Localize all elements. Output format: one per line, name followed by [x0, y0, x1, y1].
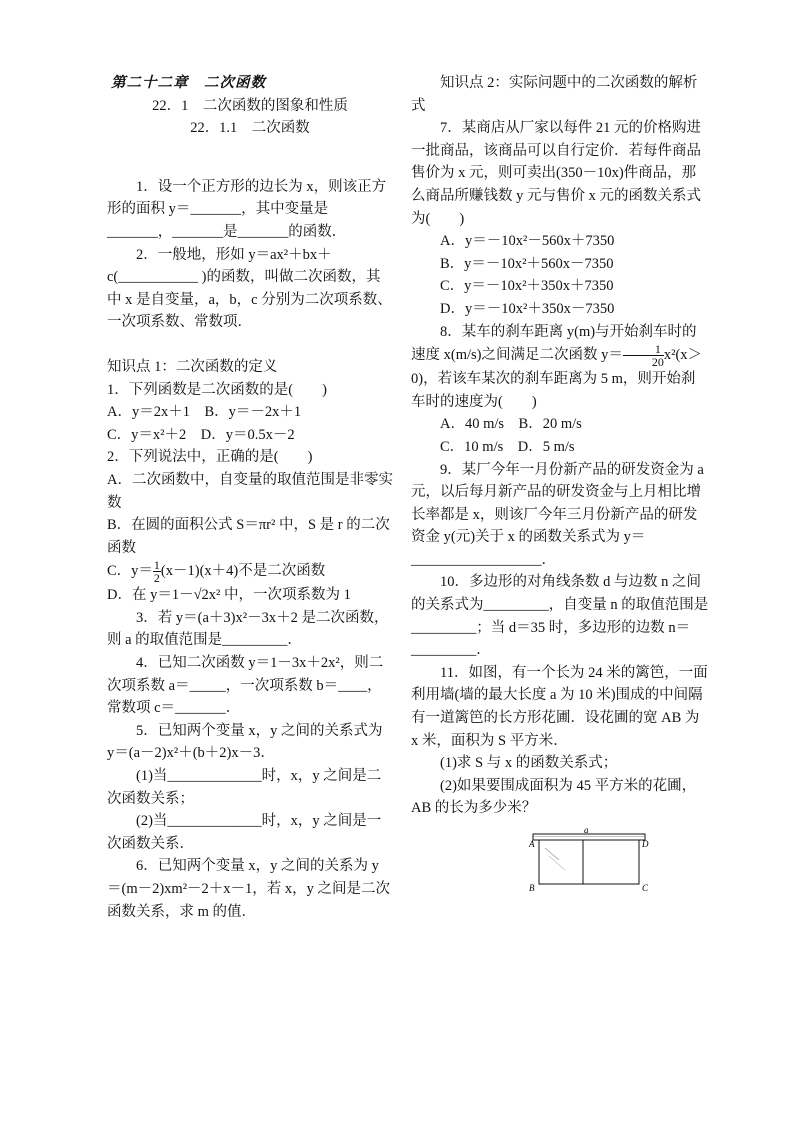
question-2-option-d: D．在 y＝1－√2x² 中，一次项系数为 1 — [107, 587, 351, 604]
pre-question-2: 2．一般地，形如 y＝ax²＋bx＋c(___________ )的函数，叫做二次函数，其中 x 是自变量，a，b，c 分别为二次项系数、一次项系数、常数项． — [107, 246, 392, 331]
question-10: 10．多边形的对角线条数 d 与边数 n 之间的关系式为_________，自变量 n 的取值范围是_________；当 d＝35 时，多边形的边数 n＝_________． — [411, 574, 709, 659]
label-A: A — [529, 839, 535, 849]
question-11-part-2: (2)如果要围成面积为 45 平方米的花圃，AB 的长为多少米？ — [411, 777, 697, 817]
option-c-prefix: C．y＝ — [107, 563, 153, 580]
question-4: 4．已知二次函数 y＝1－3x＋2x²，则二次项系数 a＝_____，一次项系数 b＝____，常数项 c＝_______． — [107, 655, 384, 717]
label-a: a — [584, 826, 589, 835]
question-1-options-cd: C．y＝x²＋2 D．y＝0.5x－2 — [107, 426, 295, 443]
pre-question-1: 1．设一个正方形的边长为 x，则该正方形的面积 y＝_______，其中变量是_______，_______是_______的函数． — [107, 178, 387, 240]
section-title: 22．1 二次函数的图象和性质 — [152, 97, 348, 114]
wall — [533, 834, 645, 840]
question-1: 1．下列函数是二次函数的是( ) — [107, 381, 327, 398]
label-C: C — [642, 883, 649, 893]
fraction — [623, 343, 664, 368]
fraction-denominator: 2 — [153, 571, 160, 586]
question-3: 3．若 y＝(a＋3)x²－3x＋2 是二次函数，则 a 的取值范围是_________． — [107, 609, 389, 649]
left-column — [107, 72, 393, 923]
question-2-option-b: B．在圆的面积公式 S＝πr² 中，S 是 r 的二次函数 — [107, 517, 390, 556]
chapter-title: 第二十二章 二次函数 — [111, 75, 266, 91]
question-8-options-cd: C．10 m/s D．5 m/s — [440, 438, 575, 455]
question-2-option-c — [107, 559, 393, 584]
question-7-option-b: B．y＝－10x²＋560x－7350 — [440, 255, 614, 272]
question-8-options-ab: A．40 m/s B．20 m/s — [440, 416, 582, 433]
question-2: 2．下列说法中，正确的是( ) — [107, 449, 313, 466]
right-column — [411, 72, 709, 900]
question-1-options-ab: A．y＝2x＋1 B．y＝－2x＋1 — [107, 404, 302, 421]
label-B: B — [529, 883, 535, 893]
question-2-option-a: A．二次函数中，自变量的取值范围是非零实数 — [107, 471, 393, 511]
question-7: 7．某商店从厂家以每件 21 元的价格购进一批商品，该商品可以自行定价．若每件商品售价为 x 元，则可卖出(350－10x)件商品，那么商品所赚钱数 y 元与售价 x 元的函数关系式为( ) — [411, 120, 701, 227]
question-8 — [411, 321, 709, 414]
garden-diagram — [519, 826, 659, 900]
question-5-part-1: (1)当_____________时，x，y 之间是二次函数关系； — [107, 768, 382, 807]
fraction-numerator: 1 — [153, 558, 160, 573]
question-8-prefix: 8．某车的刹车距离 y(m)与开始刹车时的速度 x(m/s)之间满足二次函数 y＝ — [411, 323, 697, 363]
question-11: 11．如图，有一个长为 24 米的篱笆，一面利用墙(墙的最大长度 a 为 10 米)围成的中间隔有一道篱笆的长方形花圃．设花圃的宽 AB 为 x 米，面积为 S 平方米． — [411, 664, 708, 749]
question-6: 6．已知两个变量 x，y 之间的关系为 y＝(m－2)xm²－2＋x－1，若 x，y 之间是二次函数关系，求 m 的值． — [107, 858, 391, 920]
question-5-part-2: (2)当_____________时，x，y 之间是一次函数关系． — [107, 813, 382, 852]
knowledge-point-2-title: 知识点 2：实际问题中的二次函数的解析式 — [411, 75, 698, 114]
garden-outline — [539, 840, 639, 884]
subsection-title: 22．1.1 二次函数 — [190, 120, 310, 137]
garden-figure — [519, 826, 659, 900]
question-7-option-c: C．y＝－10x²＋350x＋7350 — [440, 278, 614, 295]
label-D: D — [642, 839, 649, 849]
question-7-option-d: D．y＝－10x²＋350x－7350 — [440, 300, 615, 317]
question-8-suffix: x²(x＞0)，若该车某次的刹车距离为 5 m，则开始刹车时的速度为( ) — [411, 346, 703, 410]
fraction-denominator: 20 — [651, 355, 664, 370]
fraction — [153, 559, 161, 584]
question-5: 5．已知两个变量 x，y 之间的关系式为 y＝(a－2)x²＋(b＋2)x－3． — [107, 722, 383, 762]
question-7-option-a: A．y＝－10x²－560x＋7350 — [440, 233, 615, 250]
question-11-part-1: (1)求 S 与 x 的函数关系式； — [440, 755, 618, 772]
question-9: 9．某厂今年一月份新产品的研发资金为 a 元，以后每月新产品的研发资金与上月相比增长率都是 x，则该厂今年三月份新产品的研发资金 y(元)关于 x 的函数关系式为 y＝__________________． — [411, 461, 704, 568]
knowledge-point-1-title: 知识点 1：二次函数的定义 — [107, 358, 278, 375]
option-c-suffix: (x－1)(x＋4)不是二次函数 — [160, 563, 326, 580]
fraction-numerator: 1 — [623, 343, 664, 356]
